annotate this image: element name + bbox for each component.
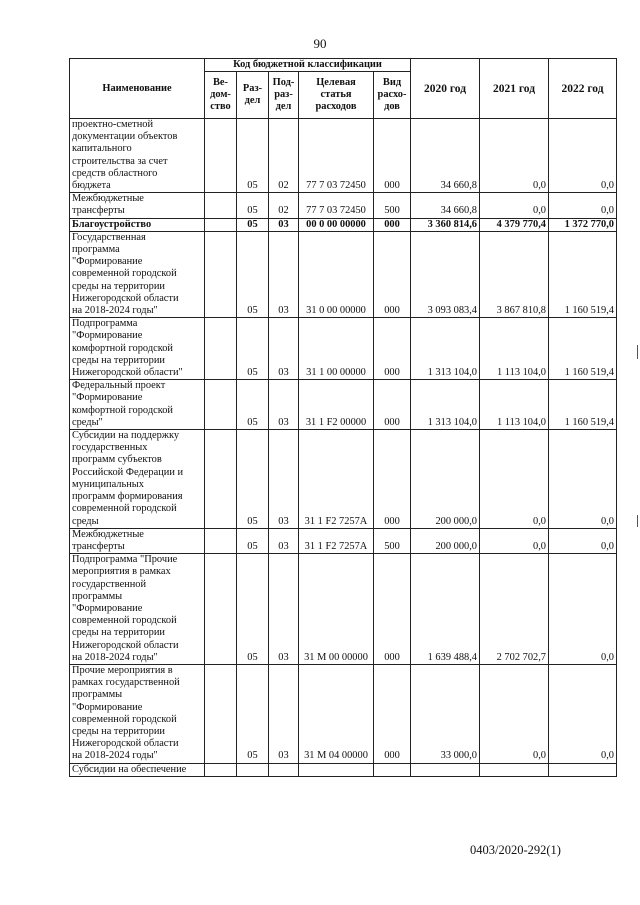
row-amount-2022: 0,0 (549, 119, 617, 193)
row-amount-2021: 0,0 (480, 193, 549, 218)
row-name: Субсидии на обеспечение (70, 763, 205, 776)
col-group-header: Код бюджетной классификации (205, 59, 411, 72)
row-amount-2021: 2 702 702,7 (480, 554, 549, 665)
budget-table (69, 58, 617, 777)
row-amount-2020: 1 639 488,4 (411, 554, 480, 665)
row-amount-2020: 33 000,0 (411, 664, 480, 763)
row-name: Межбюджетные трансферты (70, 528, 205, 553)
row-amount-2021: 3 867 810,8 (480, 231, 549, 317)
row-target: 31 М 04 00000 (299, 664, 374, 763)
table-body (70, 119, 617, 777)
row-amount-2022: 0,0 (549, 664, 617, 763)
margin-mark (637, 515, 638, 527)
row-podrazdel: 03 (269, 231, 299, 317)
row-podrazdel: 03 (269, 380, 299, 430)
table-row (70, 231, 617, 317)
row-amount-2020: 200 000,0 (411, 430, 480, 529)
row-name: Субсидии на поддержку государственных программ субъектов Российской Федерации и муниципальных программ формирования современной городской среды (70, 430, 205, 529)
row-vid: 000 (374, 218, 411, 231)
row-amount-2022: 0,0 (549, 193, 617, 218)
row-amount-2021 (480, 763, 549, 776)
row-razdel: 05 (237, 119, 269, 193)
row-target: 31 1 F2 7257A (299, 528, 374, 553)
table-row (70, 430, 617, 529)
row-podrazdel: 03 (269, 318, 299, 380)
row-vedomstvo (205, 430, 237, 529)
table-row (70, 664, 617, 763)
row-vid: 000 (374, 554, 411, 665)
row-vedomstvo (205, 380, 237, 430)
row-target: 31 1 00 00000 (299, 318, 374, 380)
row-name: Межбюджетные трансферты (70, 193, 205, 218)
row-podrazdel: 03 (269, 218, 299, 231)
row-amount-2020: 1 313 104,0 (411, 380, 480, 430)
row-amount-2022: 1 160 519,4 (549, 231, 617, 317)
col-header-razdel: Раз- дел (237, 72, 269, 119)
row-vid: 500 (374, 193, 411, 218)
row-name: Подпрограмма "Формирование комфортной городской среды на территории Нижегородской области" (70, 318, 205, 380)
col-header-vid: Вид расхо- дов (374, 72, 411, 119)
row-vedomstvo (205, 664, 237, 763)
row-name: Федеральный проект "Формирование комфортной городской среды" (70, 380, 205, 430)
col-header-2021: 2021 год (480, 59, 549, 119)
row-amount-2021: 0,0 (480, 119, 549, 193)
row-target: 31 М 00 00000 (299, 554, 374, 665)
row-vid: 000 (374, 318, 411, 380)
row-vedomstvo (205, 528, 237, 553)
table-row (70, 318, 617, 380)
row-vid: 000 (374, 664, 411, 763)
row-amount-2020: 200 000,0 (411, 528, 480, 553)
row-vid (374, 763, 411, 776)
row-amount-2022: 1 160 519,4 (549, 380, 617, 430)
row-razdel: 05 (237, 430, 269, 529)
table-row (70, 193, 617, 218)
col-header-2020: 2020 год (411, 59, 480, 119)
row-podrazdel: 03 (269, 528, 299, 553)
table-row (70, 119, 617, 193)
row-name: проектно-сметной документации объектов капитального строительства за счет средств областного бюджета (70, 119, 205, 193)
row-target: 77 7 03 72450 (299, 193, 374, 218)
row-amount-2020 (411, 763, 480, 776)
row-amount-2022: 1 372 770,0 (549, 218, 617, 231)
row-amount-2020: 1 313 104,0 (411, 318, 480, 380)
row-target: 00 0 00 00000 (299, 218, 374, 231)
row-razdel: 05 (237, 193, 269, 218)
row-target: 31 0 00 00000 (299, 231, 374, 317)
row-amount-2020: 3 093 083,4 (411, 231, 480, 317)
row-podrazdel: 03 (269, 430, 299, 529)
row-name: Прочие мероприятия в рамках государственной программы "Формирование современной городской среды на территории Нижегородской области на 2018-2024 годы" (70, 664, 205, 763)
row-amount-2021: 0,0 (480, 664, 549, 763)
col-header-podrazdel: Под- раз- дел (269, 72, 299, 119)
row-vedomstvo (205, 318, 237, 380)
row-razdel: 05 (237, 528, 269, 553)
table-row (70, 380, 617, 430)
row-amount-2022: 0,0 (549, 430, 617, 529)
row-podrazdel: 02 (269, 193, 299, 218)
row-razdel: 05 (237, 664, 269, 763)
row-target (299, 763, 374, 776)
row-amount-2021: 1 113 104,0 (480, 318, 549, 380)
row-vid: 500 (374, 528, 411, 553)
row-amount-2022: 0,0 (549, 528, 617, 553)
row-vid: 000 (374, 380, 411, 430)
row-target: 31 1 F2 00000 (299, 380, 374, 430)
row-amount-2022: 0,0 (549, 554, 617, 665)
row-podrazdel: 03 (269, 664, 299, 763)
page-number: 90 (313, 36, 327, 51)
row-amount-2021: 1 113 104,0 (480, 380, 549, 430)
row-razdel: 05 (237, 231, 269, 317)
row-razdel (237, 763, 269, 776)
row-amount-2020: 34 660,8 (411, 193, 480, 218)
row-amount-2021: 4 379 770,4 (480, 218, 549, 231)
row-amount-2021: 0,0 (480, 430, 549, 529)
row-vedomstvo (205, 119, 237, 193)
row-amount-2020: 3 360 814,6 (411, 218, 480, 231)
table-row (70, 218, 617, 231)
row-vedomstvo (205, 763, 237, 776)
col-header-2022: 2022 год (549, 59, 617, 119)
row-vid: 000 (374, 430, 411, 529)
row-podrazdel (269, 763, 299, 776)
col-header-name: Наименование (70, 59, 205, 119)
margin-mark (637, 345, 638, 359)
document-code: 0403/2020-292(1) (470, 843, 561, 857)
row-vedomstvo (205, 231, 237, 317)
row-vedomstvo (205, 218, 237, 231)
row-vid: 000 (374, 231, 411, 317)
row-vedomstvo (205, 193, 237, 218)
table-row (70, 528, 617, 553)
row-amount-2022 (549, 763, 617, 776)
table-row (70, 554, 617, 665)
col-header-vedomstvo: Ве- дом- ство (205, 72, 237, 119)
row-podrazdel: 02 (269, 119, 299, 193)
row-amount-2022: 1 160 519,4 (549, 318, 617, 380)
row-vid: 000 (374, 119, 411, 193)
row-razdel: 05 (237, 218, 269, 231)
row-razdel: 05 (237, 554, 269, 665)
row-razdel: 05 (237, 318, 269, 380)
row-podrazdel: 03 (269, 554, 299, 665)
row-amount-2021: 0,0 (480, 528, 549, 553)
row-name: Государственная программа "Формирование современной городской среды на территории Нижегородской области на 2018-2024 годы" (70, 231, 205, 317)
row-target: 31 1 F2 7257A (299, 430, 374, 529)
row-amount-2020: 34 660,8 (411, 119, 480, 193)
table-row (70, 763, 617, 776)
row-name: Подпрограмма "Прочие мероприятия в рамках государственной программы "Формирование современной городской среды на территории Нижегородской области на 2018-2024 годы" (70, 554, 205, 665)
col-header-target: Целевая статья расходов (299, 72, 374, 119)
row-name: Благоустройство (70, 218, 205, 231)
row-target: 77 7 03 72450 (299, 119, 374, 193)
row-razdel: 05 (237, 380, 269, 430)
row-vedomstvo (205, 554, 237, 665)
